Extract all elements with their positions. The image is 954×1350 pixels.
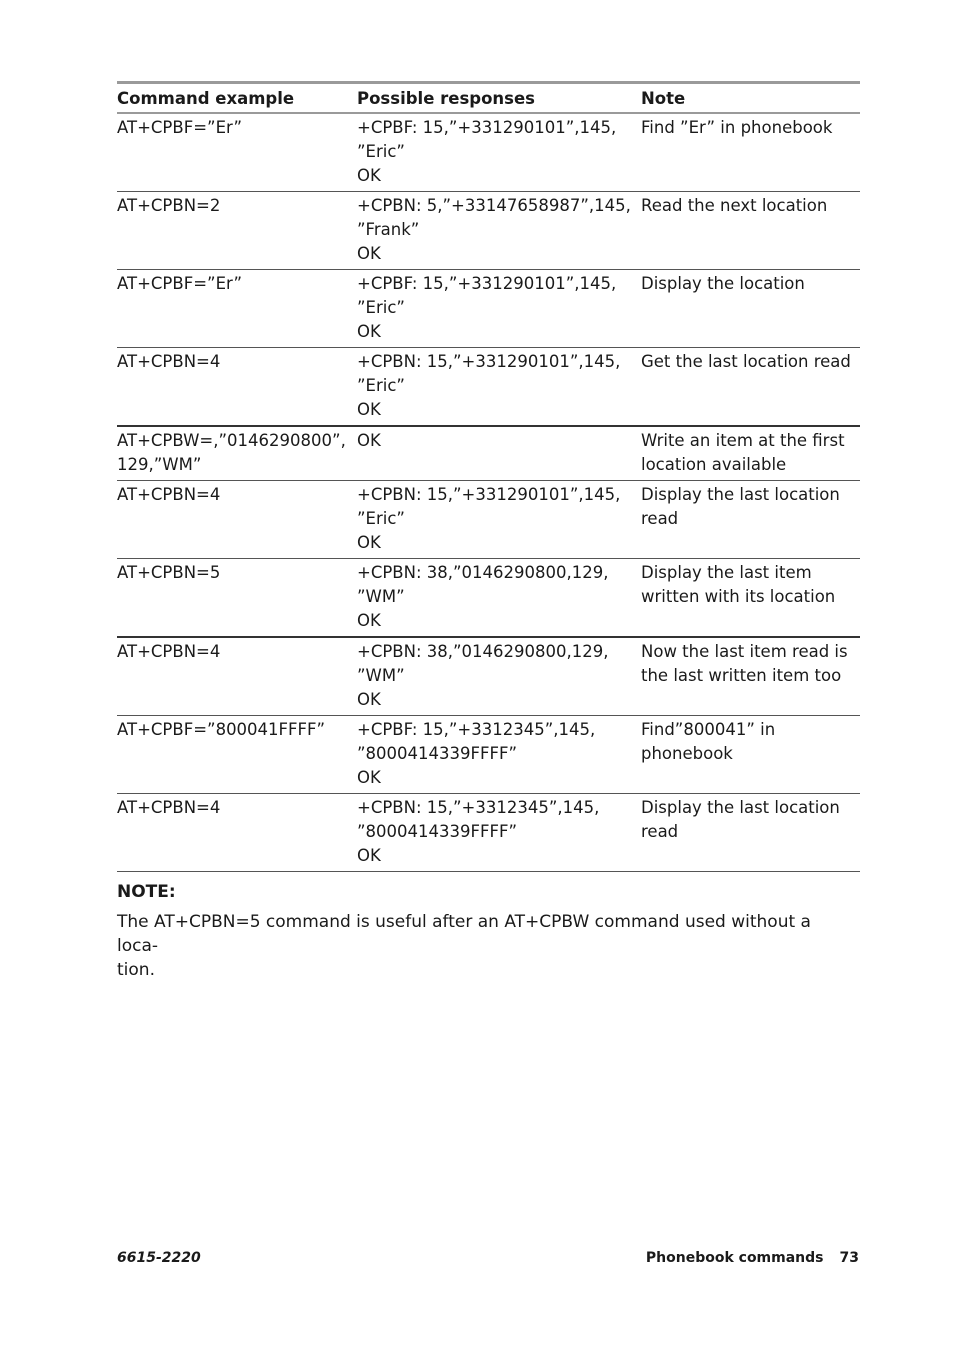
footer-right <box>646 1250 859 1266</box>
header-note: Note <box>641 84 860 113</box>
command-examples-table <box>117 84 860 872</box>
response-cell: +CPBF: 15,”+331290101”,145, ”Eric” OK <box>357 270 641 348</box>
note-cell: Write an item at the first location available <box>641 426 860 481</box>
note-cell: Display the last location read <box>641 481 860 559</box>
table-row <box>117 559 860 638</box>
response-cell: +CPBN: 15,”+331290101”,145, ”Eric” OK <box>357 348 641 427</box>
command-cell: AT+CPBN=5 <box>117 559 357 638</box>
response-cell: +CPBN: 5,”+33147658987”,145, ”Frank” OK <box>357 192 641 270</box>
note-block <box>117 880 857 982</box>
response-cell: +CPBF: 15,”+331290101”,145, ”Eric” OK <box>357 113 641 192</box>
note-cell: Read the next location <box>641 192 860 270</box>
command-cell: AT+CPBN=4 <box>117 637 357 716</box>
note-heading: NOTE: <box>117 882 176 902</box>
note-cell: Now the last item read is the last written item too <box>641 637 860 716</box>
header-possible-responses: Possible responses <box>357 84 641 113</box>
table-row <box>117 270 860 348</box>
note-cell: Get the last location read <box>641 348 860 427</box>
header-command-example: Command example <box>117 84 357 113</box>
response-cell: +CPBN: 38,”0146290800,129, ”WM” OK <box>357 559 641 638</box>
command-cell: AT+CPBF=”Er” <box>117 113 357 192</box>
note-cell: Find”800041” in phonebook <box>641 716 860 794</box>
response-cell: +CPBF: 15,”+3312345”,145, ”8000414339FFFF” OK <box>357 716 641 794</box>
table-header-row <box>117 84 860 113</box>
table-row <box>117 794 860 872</box>
command-cell: AT+CPBF=”800041FFFF” <box>117 716 357 794</box>
note-cell: Find ”Er” in phonebook <box>641 113 860 192</box>
command-cell: AT+CPBW=,”0146290800”, 129,”WM” <box>117 426 357 481</box>
table-row <box>117 426 860 481</box>
command-examples-table-wrap <box>117 81 860 872</box>
table-row <box>117 113 860 192</box>
note-cell: Display the location <box>641 270 860 348</box>
table-row <box>117 348 860 427</box>
command-cell: AT+CPBN=4 <box>117 348 357 427</box>
command-cell: AT+CPBN=4 <box>117 481 357 559</box>
response-cell: +CPBN: 15,”+331290101”,145, ”Eric” OK <box>357 481 641 559</box>
command-cell: AT+CPBN=4 <box>117 794 357 872</box>
command-cell: AT+CPBN=2 <box>117 192 357 270</box>
footer-page-number: 73 <box>839 1250 859 1266</box>
response-cell: OK <box>357 426 641 481</box>
response-cell: +CPBN: 15,”+3312345”,145, ”8000414339FFFF” OK <box>357 794 641 872</box>
note-cell: Display the last item written with its location <box>641 559 860 638</box>
table-row <box>117 481 860 559</box>
note-cell: Display the last location read <box>641 794 860 872</box>
command-cell: AT+CPBF=”Er” <box>117 270 357 348</box>
footer-doc-number: 6615-2220 <box>117 1250 201 1266</box>
table-row <box>117 637 860 716</box>
table-row <box>117 716 860 794</box>
table-row <box>117 192 860 270</box>
note-text: The AT+CPBN=5 command is useful after an AT+CPBW command used without a loca- tion. <box>117 912 811 980</box>
footer-section-title: Phonebook commands <box>645 1250 824 1266</box>
response-cell: +CPBN: 38,”0146290800,129, ”WM” OK <box>357 637 641 716</box>
